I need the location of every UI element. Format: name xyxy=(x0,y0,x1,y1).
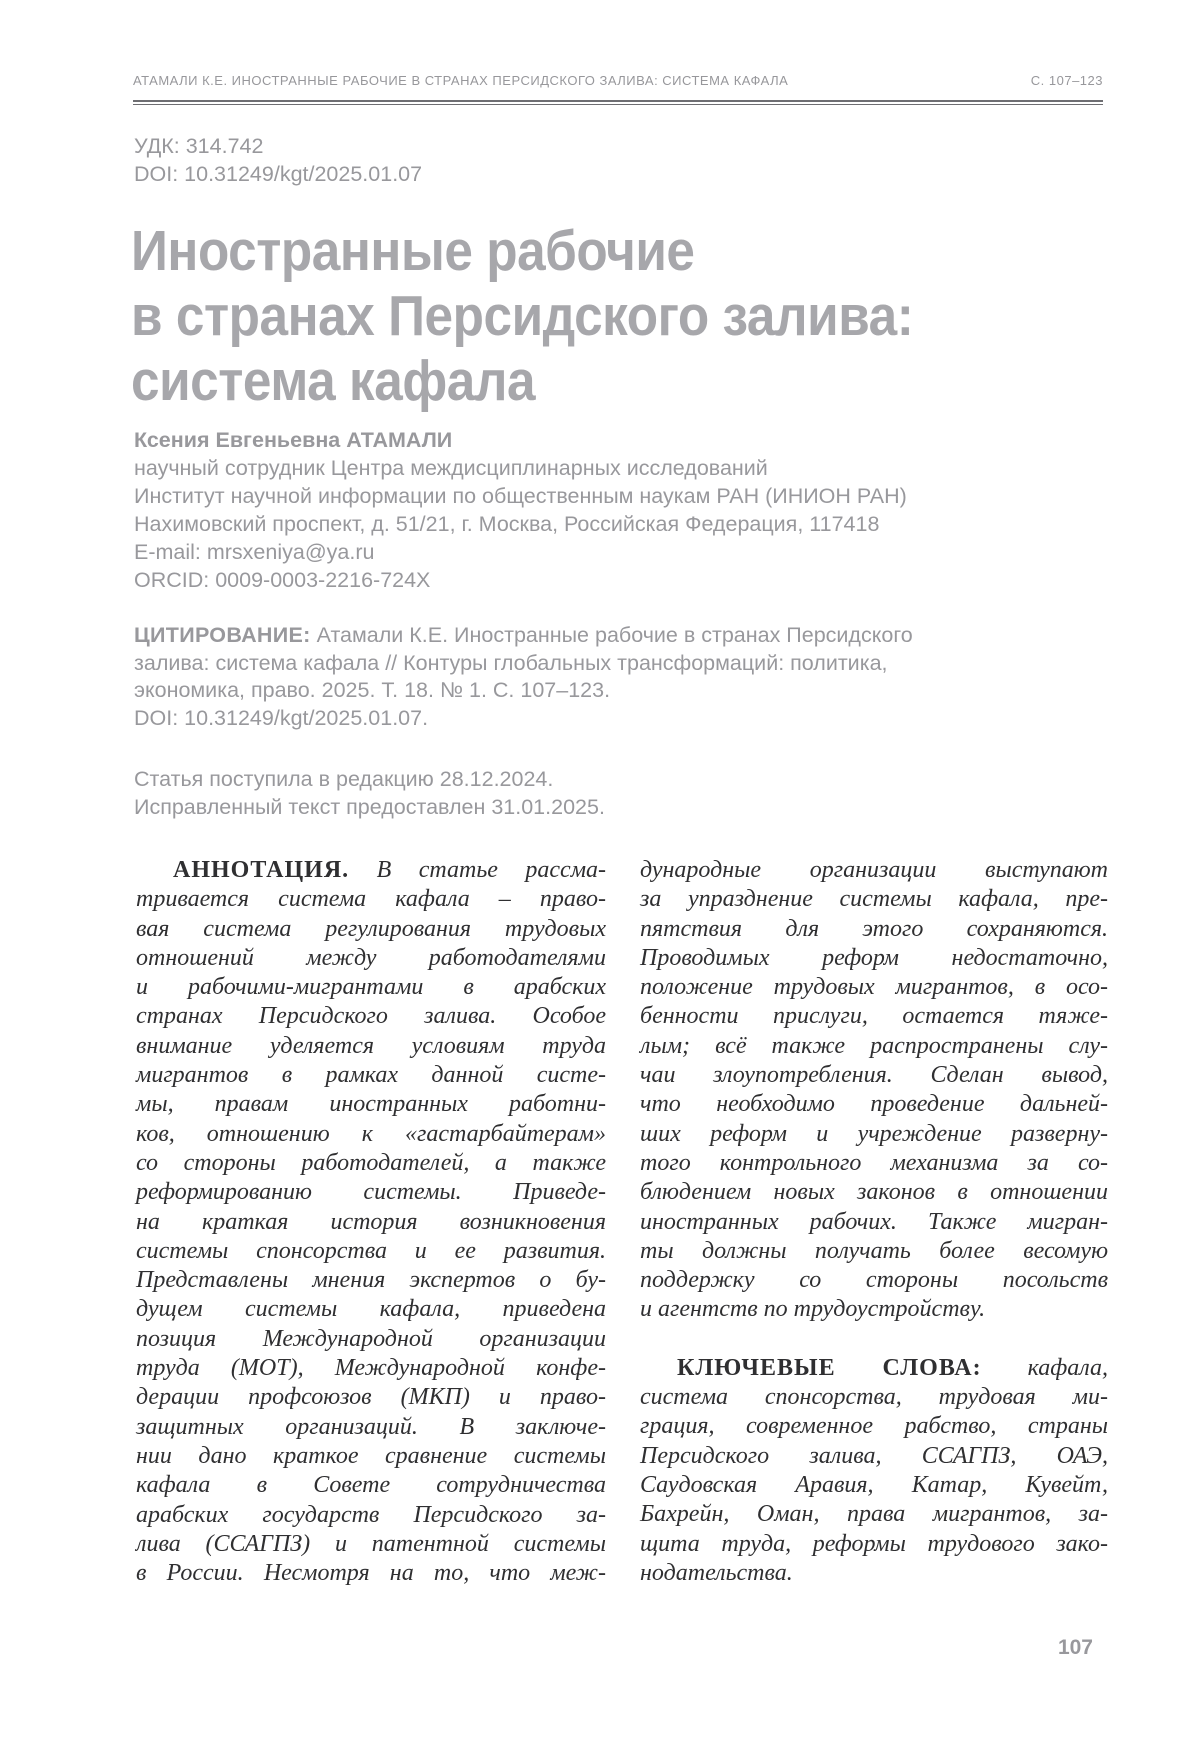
column-spacer xyxy=(640,1325,1108,1354)
running-header-title: АТАМАЛИ К.Е. ИНОСТРАННЫЕ РАБОЧИЕ В СТРАНАХ ПЕРСИДСКОГО ЗАЛИВА: СИСТЕМА КАФАЛА xyxy=(133,73,789,88)
citation-first-line-text: Атамали К.Е. Иностранные рабочие в странах Персидского xyxy=(316,623,913,647)
text-line: поддержку со стороны посольств xyxy=(640,1267,1108,1294)
text-line: арабских государств Персидского за- xyxy=(136,1501,606,1528)
text-line: система кафала xyxy=(131,349,536,413)
header-double-rule xyxy=(133,100,1103,105)
text-line: защитных организаций. В заключе- xyxy=(136,1413,606,1440)
text-line: Бахрейн, Оман, права мигрантов, за- xyxy=(640,1501,1108,1528)
abstract-first-line xyxy=(136,856,606,885)
abstract-first-line-text: В статье рассма- xyxy=(376,857,606,883)
text-line: система спонсорства, трудовая ми- xyxy=(640,1384,1108,1411)
author-name: Ксения Евгеньевна АТАМАЛИ xyxy=(134,428,453,452)
keywords-first-line xyxy=(640,1354,1108,1383)
text-line: Нахимовский проспект, д. 51/21, г. Москва, Российская Федерация, 117418 xyxy=(134,512,880,536)
text-line: нии дано краткое сравнение системы xyxy=(136,1442,606,1469)
text-line: тривается система кафала – право- xyxy=(136,886,606,913)
article-title xyxy=(131,219,913,414)
abstract-left-lines xyxy=(136,885,606,1588)
text-line: мы, правам иностранных работни- xyxy=(136,1091,606,1118)
text-line: щита труда, реформы трудового зако- xyxy=(640,1530,1108,1557)
text-line: лива (ССАГПЗ) и патентной системы xyxy=(136,1530,606,1557)
text-line: лым; всё также распространены слу- xyxy=(640,1032,1108,1059)
text-line: со стороны работодателей, а также xyxy=(136,1149,606,1176)
text-line: в странах Персидского залива: xyxy=(131,284,914,348)
text-line: экономика, право. 2025. Т. 18. № 1. С. 107–123. xyxy=(134,678,611,702)
text-line: грация, современное рабство, страны xyxy=(640,1413,1108,1440)
text-line: внимание уделяется условиям труда xyxy=(136,1032,606,1059)
text-line: ты должны получать более весомую xyxy=(640,1237,1108,1264)
received-dates-block xyxy=(134,765,605,821)
text-line: Статья поступила в редакцию 28.12.2024. xyxy=(134,767,554,791)
text-line: труда (МОТ), Международной конфе- xyxy=(136,1355,606,1382)
citation-first-line xyxy=(134,622,913,650)
text-line: отношений между работодателями xyxy=(136,944,606,971)
text-line: бенности прислуги, остается тяже- xyxy=(640,1003,1108,1030)
text-line: Проводимых реформ недостаточно, xyxy=(640,944,1108,971)
page-number: 107 xyxy=(1057,1636,1093,1659)
text-line: на краткая история возникновения xyxy=(136,1208,606,1235)
text-line: ков, отношению к «гастарбайтерам» xyxy=(136,1120,606,1147)
citation-block xyxy=(134,622,913,732)
text-line: Представлены мнения экспертов о бу- xyxy=(136,1267,606,1294)
abstract-right-column xyxy=(640,856,1108,1588)
text-line: дународные организации выступают xyxy=(640,857,1108,883)
text-line: системы спонсорства и ее развития. xyxy=(136,1237,606,1264)
text-line: Саудовская Аравия, Катар, Кувейт, xyxy=(640,1471,1108,1498)
text-line: в России. Несмотря на то, что меж- xyxy=(136,1560,606,1587)
text-line: реформированию системы. Приведе- xyxy=(136,1179,606,1206)
text-line: чаи злоупотребления. Сделан вывод, xyxy=(640,1062,1108,1089)
text-line: за упразднение системы кафала, пре- xyxy=(640,886,1108,913)
keywords-last-line: нодательства. xyxy=(640,1559,793,1586)
citation-label: ЦИТИРОВАНИЕ: xyxy=(134,623,311,647)
keywords-lines xyxy=(640,1383,1108,1559)
text-line: блюдением новых законов в отношении xyxy=(640,1179,1108,1206)
text-line: научный сотрудник Центра междисциплинарных исследований xyxy=(134,456,768,480)
author-block xyxy=(134,426,907,594)
text-line: положение трудовых мигрантов, в осо- xyxy=(640,974,1108,1001)
running-header xyxy=(133,73,1103,88)
text-line: дерации профсоюзов (МКП) и право- xyxy=(136,1384,606,1411)
text-line: позиция Международной организации xyxy=(136,1325,606,1352)
text-line: того контрольного механизма за со- xyxy=(640,1149,1108,1176)
citation-lines xyxy=(134,650,913,733)
text-line: пятствия для этого сохраняются. xyxy=(640,915,1108,942)
text-line: ших реформ и учреждение разверну- xyxy=(640,1120,1108,1147)
text-line: залива: система кафала // Контуры глобальных трансформаций: политика, xyxy=(134,650,888,675)
text-line: кафала в Совете сотрудничества xyxy=(136,1472,606,1499)
article-meta xyxy=(134,132,422,188)
doi-line: DOI: 10.31249/kgt/2025.01.07 xyxy=(134,162,423,186)
text-line: странах Персидского залива. Особое xyxy=(136,1003,606,1030)
text-line: иностранных рабочих. Также мигран- xyxy=(640,1208,1108,1235)
text-line: мигрантов в рамках данной систе- xyxy=(136,1062,606,1089)
text-line: E-mail: mrsxeniya@ya.ru xyxy=(134,540,375,564)
text-line: вая система регулирования трудовых xyxy=(136,915,606,942)
text-line: Персидского залива, ССАГПЗ, ОАЭ, xyxy=(640,1442,1108,1469)
text-line: ORCID: 0009-0003-2216-724X xyxy=(134,568,431,592)
abstract-left-column xyxy=(136,856,606,1588)
text-line: Исправленный текст предоставлен 31.01.2025. xyxy=(134,795,605,819)
author-details xyxy=(134,454,907,594)
abstract-right-lines xyxy=(640,856,1108,1295)
udk-line: УДК: 314.742 xyxy=(134,134,264,158)
abstract-label: АННОТАЦИЯ. xyxy=(173,857,350,883)
keywords-first-line-text: кафала, xyxy=(1027,1354,1109,1381)
running-header-pages: С. 107–123 xyxy=(1030,73,1103,88)
text-line: что необходимо проведение дальней- xyxy=(640,1091,1108,1118)
abstract-last-line: и агентств по трудоустройству. xyxy=(640,1296,986,1323)
keywords-label: КЛЮЧЕВЫЕ СЛОВА: xyxy=(677,1354,982,1381)
text-line: DOI: 10.31249/kgt/2025.01.07. xyxy=(134,705,429,730)
text-line: Институт научной информации по общественным наукам РАН (ИНИОН РАН) xyxy=(134,484,907,508)
text-line: дущем системы кафала, приведена xyxy=(136,1296,606,1323)
text-line: и рабочими-мигрантами в арабских xyxy=(136,974,606,1001)
text-line: Иностранные рабочие xyxy=(131,219,695,283)
